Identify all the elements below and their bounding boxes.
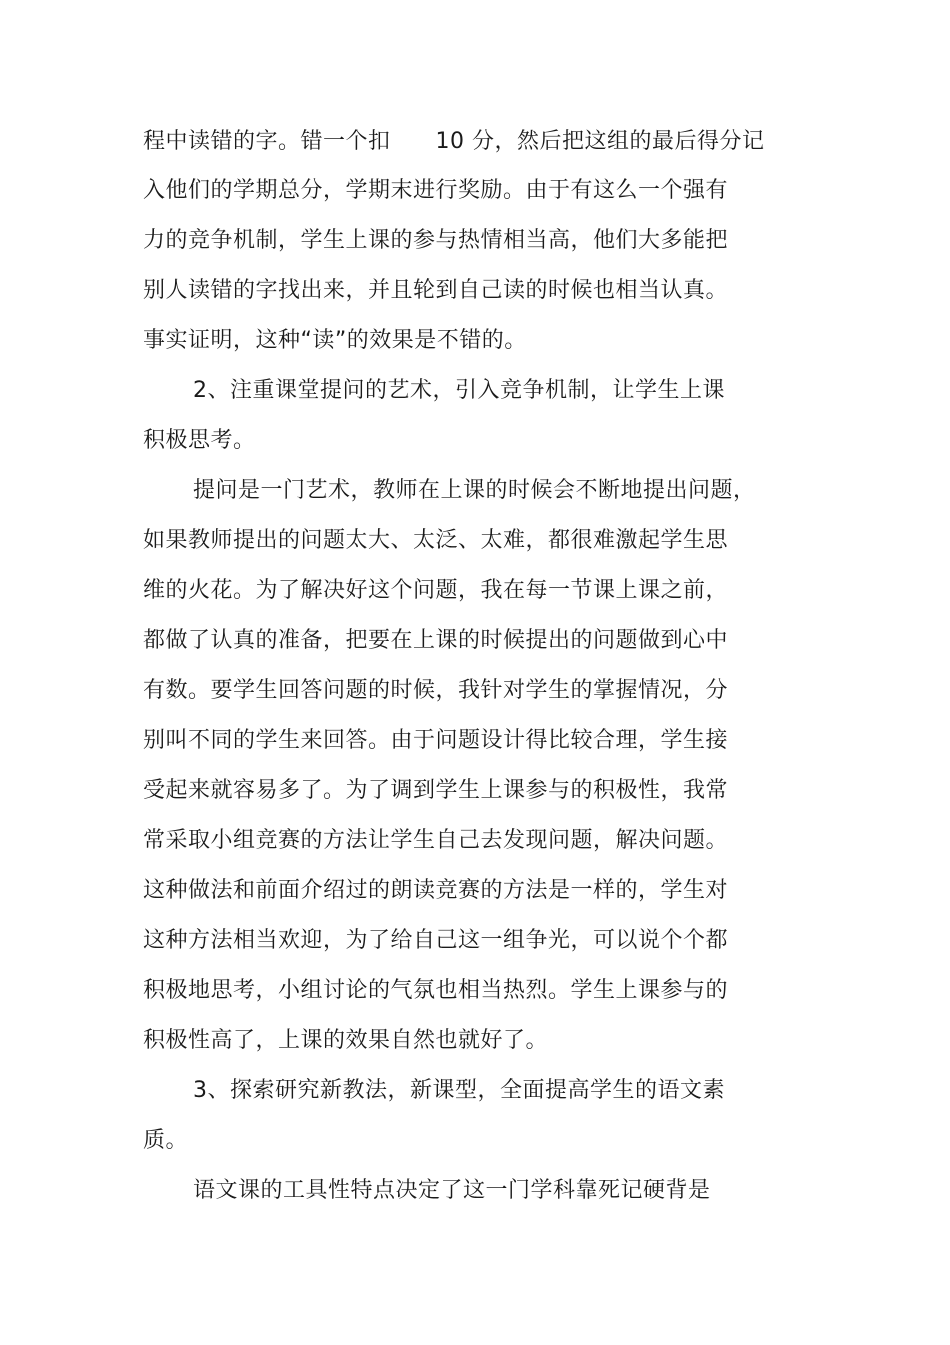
text-line: 维的火花。为了解决好这个问题，我在每一节课上课之前， bbox=[143, 578, 729, 603]
text-line: 语文课的工具性特点决定了这一门学科靠死记硬背是 bbox=[193, 1178, 711, 1203]
text-line: 如果教师提出的问题太大、太泛、太难，都很难激起学生思 bbox=[143, 528, 729, 553]
section-heading-line: 2、注重课堂提问的艺术，引入竞争机制，让学生上课 bbox=[193, 378, 725, 403]
section-heading-line: 3、探索研究新教法，新课型，全面提高学生的语文素 bbox=[193, 1078, 725, 1103]
text-line: 常采取小组竞赛的方法让学生自己去发现问题，解决问题。 bbox=[143, 828, 729, 853]
text-line: 程中读错的字。错一个扣 10 分，然后把这组的最后得分记 bbox=[143, 129, 765, 154]
text-line: 别人读错的字找出来，并且轮到自己读的时候也相当认真。 bbox=[143, 278, 729, 303]
text-line: 都做了认真的准备，把要在上课的时候提出的问题做到心中 bbox=[143, 628, 729, 653]
section-heading-line: 积极思考。 bbox=[143, 428, 256, 453]
text-line: 积极性高了，上课的效果自然也就好了。 bbox=[143, 1028, 549, 1053]
section-heading-line: 质。 bbox=[143, 1128, 189, 1153]
text-line: 受起来就容易多了。为了调到学生上课参与的积极性，我常 bbox=[143, 778, 729, 803]
text-line: 入他们的学期总分，学期末进行奖励。由于有这么一个强有 bbox=[143, 178, 729, 203]
text-line: 积极地思考，小组讨论的气氛也相当热烈。学生上课参与的 bbox=[143, 978, 729, 1003]
text-line: 有数。要学生回答问题的时候，我针对学生的掌握情况，分 bbox=[143, 678, 729, 703]
text-line: 别叫不同的学生来回答。由于问题设计得比较合理，学生接 bbox=[143, 728, 729, 753]
text-line: 这种方法相当欢迎，为了给自己这一组争光，可以说个个都 bbox=[143, 928, 729, 953]
text-line: 事实证明，这种“读”的效果是不错的。 bbox=[143, 328, 527, 353]
text-line: 提问是一门艺术，教师在上课的时候会不断地提出问题， bbox=[193, 478, 756, 503]
text-line: 力的竞争机制，学生上课的参与热情相当高，他们大多能把 bbox=[143, 228, 729, 253]
text-line: 这种做法和前面介绍过的朗读竞赛的方法是一样的，学生对 bbox=[143, 878, 729, 903]
